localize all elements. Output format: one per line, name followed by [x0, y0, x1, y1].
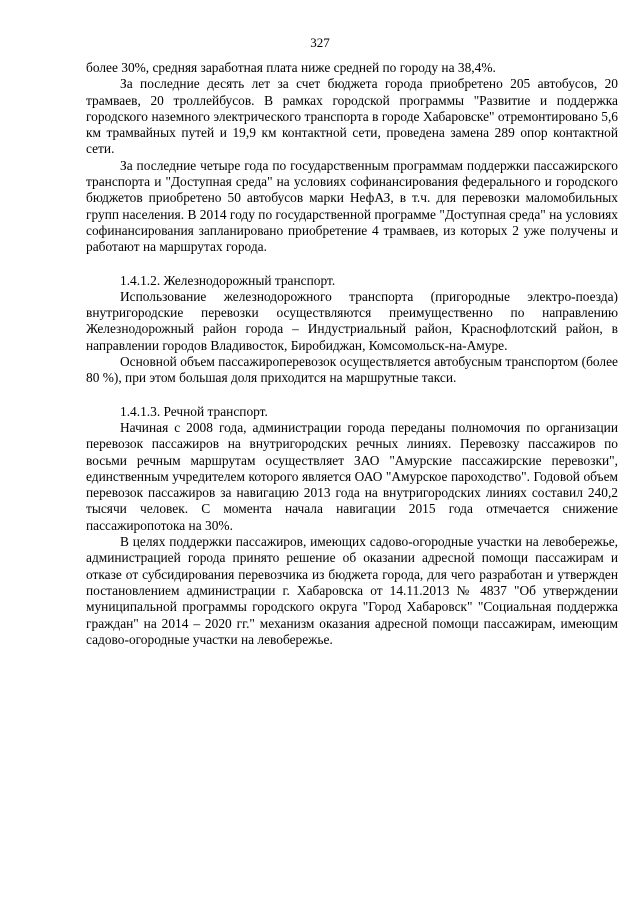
document-body [86, 60, 618, 648]
page-number: 327 [310, 35, 330, 50]
paragraph-passenger-support: В целях поддержки пассажиров, имеющих садово-огородные участки на левобережье, администрацией города принято решение об оказании адресной помощи пассажирам и отказе от субсидирования перевозчика из бюджета города, для чего разработан и утвержден постановлением администрации г. Хабаровска от 14.11.2013 № 4837 "Об утверждении муниципальной программы городского округа "Город Хабаровск" "Социальная поддержка граждан" на 2014 – 2020 гг." механизм оказания адресной помощи пассажирам, имеющим садово-огородные участки на левобережье. [86, 534, 618, 647]
paragraph-bus-share: Основной объем пассажироперевозок осуществляется автобусным транспортом (более 80 %), при этом большая доля приходится на маршрутные такси. [86, 354, 618, 386]
paragraph-salary: более 30%, средняя заработная плата ниже средней по городу на 38,4%. [86, 60, 496, 75]
paragraph-state-programs: За последние четыре года по государственным программам поддержки пассажирского транспорта и "Доступная среда" на условиях софинансирования федерального и городского бюджетов приобретено 50 автобусов марки НефАЗ, в т.ч. для перевозки маломобильных групп населения. В 2014 году по государственной программе "Доступная среда" на условиях софинансирования запланировано приобретение 4 трамваев, из которых 2 уже получены и работают на маршрутах города. [86, 157, 618, 255]
paragraph-river-operations: Начиная с 2008 года, администрации города переданы полномочия по организации перевозок пассажиров на внутригородских речных линиях. Перевозку пассажиров по восьми речным маршрутам осуществляет ЗАО "Амурские пассажирские перевозки", единственным учредителем которого является ОАО "Амурское пароходство". Годовой объем перевозок пассажиров за навигацию 2013 года на внутригородских линиях составил 240,2 тысячи человек. С момента начала навигации 2015 года отмечается снижение пассажиропотока на 30%. [86, 419, 618, 533]
heading-river-transport: 1.4.1.3. Речной транспорт. [120, 403, 268, 419]
spacer [86, 256, 618, 273]
spacer [86, 387, 618, 404]
paragraph-fleet-purchase: За последние десять лет за счет бюджета города приобретено 205 автобусов, 20 трамваев, 20 троллейбусов. В рамках городской программы "Развитие и поддержка городского наземного электрического транспорта в городе Хабаровске" отремонтировано 5,6 км трамвайных путей и 19,9 км контактной сети, проведена замена 289 опор контактной сети. [86, 76, 618, 157]
heading-railway-transport: 1.4.1.2. Железнодорожный транспорт. [120, 272, 336, 288]
paragraph-railway-usage: Использование железнодорожного транспорта (пригородные электро-поезда) внутригородские перевозки осуществляются преимущественно по направлению Железнодорожный район города – Индустриальный район, Краснофлотский район, в направлении городов Владивосток, Биробиджан, Комсомольск-на-Амуре. [86, 288, 618, 353]
